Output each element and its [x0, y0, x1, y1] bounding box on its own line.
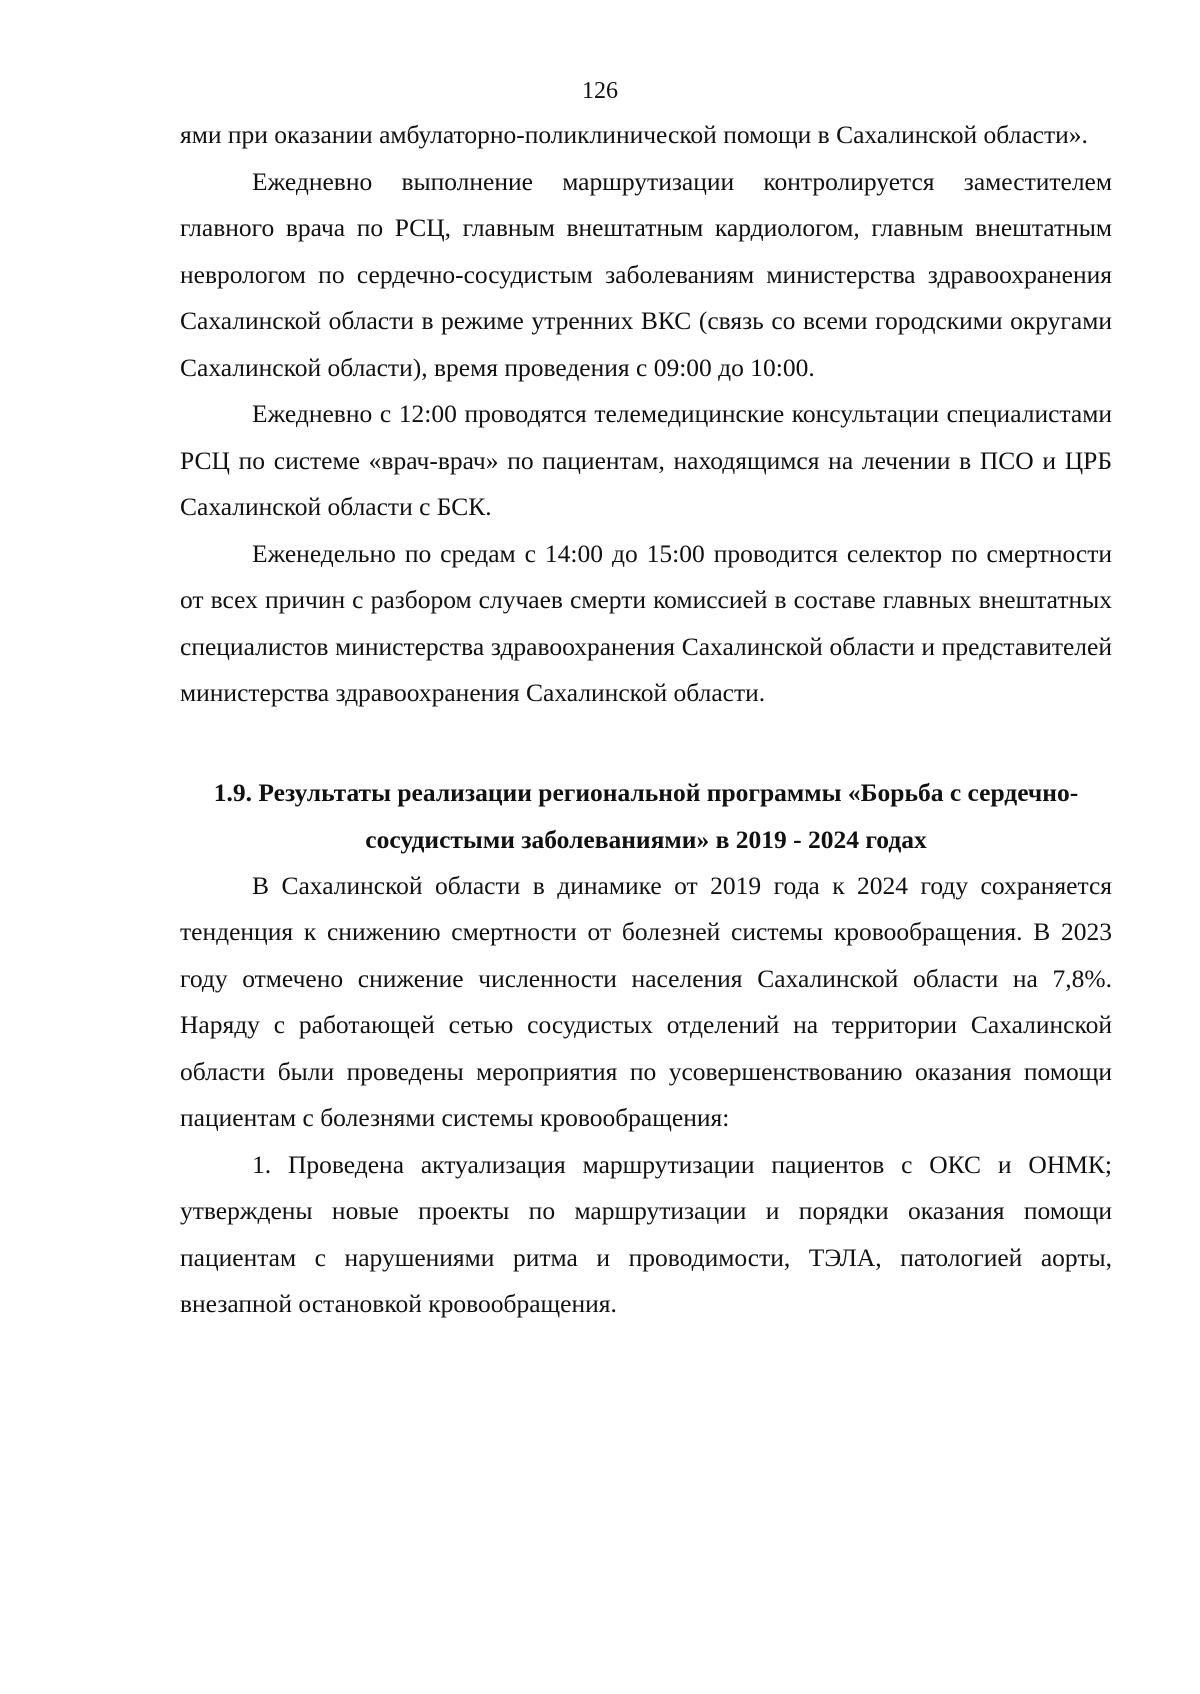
page-number: 126 — [582, 78, 618, 104]
page-body — [180, 112, 1112, 1328]
paragraph-routing-control: Ежедневно выполнение маршрутизации контролируется заместителем главного врача по РСЦ, главным внештатным кардиологом, главным внештатным неврологом по сердечно-сосудистым заболеваниям министерства здравоохранения Сахалинской области в режиме утренних ВКС (связь со всеми городскими округами Сахалинской области), время проведения с 09:00 до 10:00. — [180, 166, 1112, 382]
section-heading: 1.9. Результаты реализации региональной программы «Борьба с сердечно-сосудистыми заболеваниями» в 2019 - 2024 годах — [213, 777, 1079, 854]
paragraph-mortality-selector: Еженедельно по средам с 14:00 до 15:00 проводится селектор по смертности от всех причин с разбором случаев смерти комиссией в составе главных внештатных специалистов министерства здравоохранения Сахалинской области и представителей министерства здравоохранения Сахалинской области. — [180, 538, 1112, 707]
paragraph-telemedicine: Ежедневно с 12:00 проводятся телемедицинские консультации специалистами РСЦ по системе «врач-врач» по пациентам, находящимся на лечении в ПСО и ЦРБ Сахалинской области с БСК. — [180, 399, 1112, 521]
paragraph-list-item-1: 1. Проведена актуализация маршрутизации пациентов с ОКС и ОНМК; утверждены новые проекты по маршрутизации и порядки оказания помощи пациентам с нарушениями ритма и проводимости, ТЭЛА, патологией аорты, внезапной остановкой кровообращения. — [180, 1149, 1112, 1318]
paragraph-continuation: ями при оказании амбулаторно-поликлинической помощи в Сахалинской области». — [180, 120, 1088, 149]
paragraph-results-dynamics: В Сахалинской области в динамике от 2019 года к 2024 году сохраняется тенденция к снижению смертности от болезней системы кровообращения. В 2023 году отмечено снижение численности населения Сахалинской области на 7,8%. Наряду с работающей сетью сосудистых отделений на территории Сахалинской области были проведены мероприятия по усовершенствованию оказания помощи пациентам с болезнями системы кровообращения: — [180, 870, 1112, 1132]
